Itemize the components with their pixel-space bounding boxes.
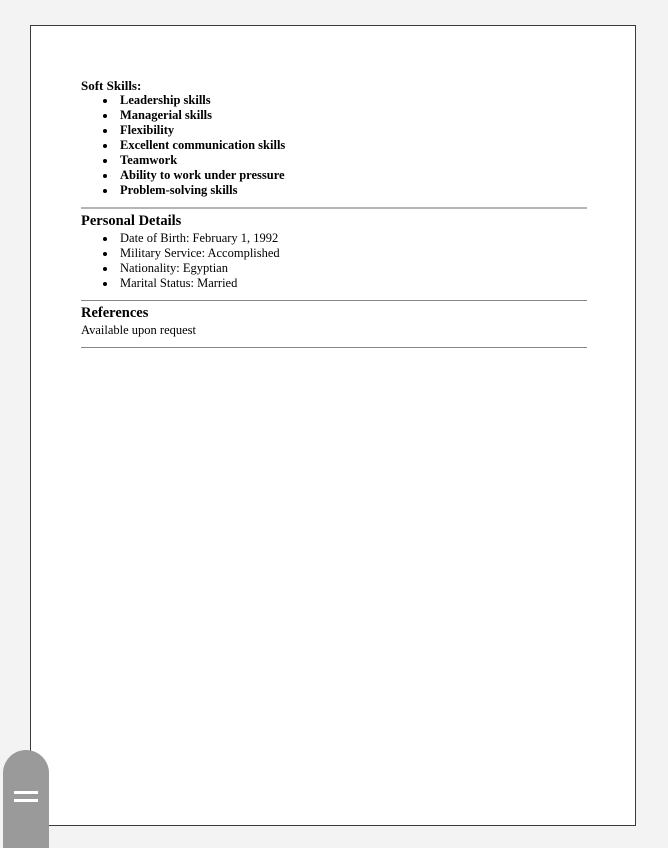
drag-handle-icon[interactable]	[3, 750, 49, 848]
document-page	[30, 25, 636, 826]
list-item: Leadership skills	[81, 93, 587, 108]
references-heading: References	[81, 305, 149, 321]
list-item: Managerial skills	[81, 108, 587, 123]
references-text: Available upon request	[81, 323, 197, 337]
section-divider	[81, 207, 587, 209]
section-divider	[81, 347, 587, 348]
list-item: Marital Status: Married	[81, 276, 587, 291]
list-item: Ability to work under pressure	[81, 168, 587, 183]
personal-details-heading: Personal Details	[81, 213, 182, 229]
list-item: Nationality: Egyptian	[81, 261, 587, 276]
handle-bar	[14, 791, 38, 794]
handle-bar	[14, 799, 38, 802]
personal-details-list	[81, 231, 587, 291]
section-divider	[81, 300, 587, 301]
list-item: Date of Birth: February 1, 1992	[81, 231, 587, 246]
page-content	[81, 78, 587, 352]
list-item: Teamwork	[81, 153, 587, 168]
list-item: Problem-solving skills	[81, 183, 587, 198]
soft-skills-heading: Soft Skills:	[81, 78, 142, 93]
list-item: Excellent communication skills	[81, 138, 587, 153]
list-item: Military Service: Accomplished	[81, 246, 587, 261]
soft-skills-list	[81, 93, 587, 198]
list-item: Flexibility	[81, 123, 587, 138]
